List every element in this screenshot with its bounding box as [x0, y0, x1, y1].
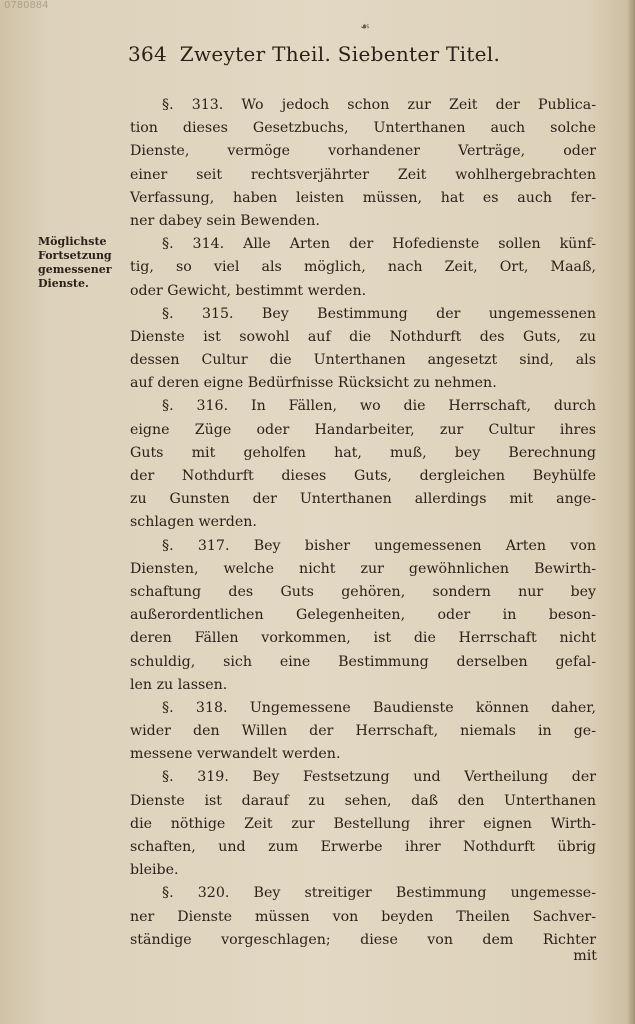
- text-line: schaftung des Guts gehören, sondern nur bey: [130, 583, 596, 600]
- text-line: eigne Züge oder Handarbeiter, zur Cultur ihres: [130, 421, 596, 438]
- text-line: messene verwandelt werden.: [130, 746, 341, 763]
- catchword: mit: [573, 948, 597, 964]
- running-head: [128, 42, 598, 66]
- text-line: auf deren eigne Bedürfnisse Rücksicht zu nehmen.: [130, 375, 497, 392]
- paragraph-start-line: §. 314. Alle Arten der Hofedienste sollen künf-: [162, 236, 596, 253]
- paragraph-start-line: §. 317. Bey bisher ungemessenen Arten von: [162, 537, 596, 554]
- paragraph-start-line: §. 315. Bey Bestimmung der ungemessenen: [162, 305, 596, 322]
- text-line: die nöthige Zeit zur Bestellung ihrer eignen Wirth-: [130, 815, 596, 832]
- running-title: Zweyter Theil. Siebenter Titel.: [179, 42, 501, 66]
- text-line: ner Dienste müssen von beyden Theilen Sachver-: [130, 908, 596, 925]
- page-number: 364: [128, 42, 168, 66]
- text-line: bleibe.: [130, 862, 179, 879]
- text-line: Dienste ist sowohl auf die Nothdurft des Guts, zu: [130, 328, 596, 345]
- text-line: Dienste ist darauf zu sehen, daß den Unterthanen: [130, 792, 596, 809]
- margin-note-line: gemessener: [38, 263, 112, 276]
- text-line: außerordentlichen Gelegenheiten, oder in beson-: [130, 607, 596, 624]
- body-text: [130, 94, 596, 952]
- margin-note-line: Fortsetzung: [38, 249, 112, 262]
- library-stamp: 0780884: [4, 0, 49, 11]
- text-line: oder Gewicht, bestimmt werden.: [130, 282, 367, 299]
- margin-note: [38, 235, 122, 291]
- text-line: ständige vorgeschlagen; diese von dem Richter: [130, 931, 596, 948]
- text-line: deren Fällen vorkommen, ist die Herrschaft nicht: [130, 630, 596, 647]
- margin-note-line: Möglichste: [38, 235, 107, 248]
- text-line: schlagen werden.: [130, 514, 257, 531]
- text-line: Diensten, welche nicht zur gewöhnlichen Bewirth-: [130, 560, 596, 577]
- text-line: schuldig, sich eine Bestimmung derselben gefal-: [130, 653, 596, 670]
- paragraph-start-line: §. 313. Wo jedoch schon zur Zeit der Publica-: [162, 97, 596, 113]
- text-line: tion dieses Gesetzbuchs, Unterthanen auch solche: [130, 120, 596, 137]
- text-line: der Nothdurft dieses Guts, dergleichen Beyhülfe: [130, 468, 596, 484]
- text-line: Guts mit geholfen hat, muß, bey Berechnung: [130, 444, 596, 461]
- margin-note-line: Dienste.: [38, 277, 89, 290]
- text-line: wider den Willen der Herrschaft, niemals in ge-: [130, 723, 596, 740]
- text-line: dessen Cultur die Unterthanen angesetzt sind, als: [130, 352, 596, 369]
- text-line: Verfassung, haben leisten müssen, hat es auch fer-: [130, 189, 596, 206]
- ornament-mark-icon: ☙: [360, 20, 370, 33]
- text-line: schaften, und zum Erwerbe ihrer Nothdurft übrig: [130, 839, 596, 855]
- text-line: Dienste, vermöge vorhandener Verträge, oder: [130, 143, 596, 160]
- paragraph-start-line: §. 318. Ungemessene Baudienste können daher,: [162, 699, 596, 716]
- text-line: len zu lassen.: [130, 676, 228, 693]
- paragraph-start-line: §. 319. Bey Festsetzung und Vertheilung der: [162, 769, 596, 786]
- text-line: einer seit rechtsverjährter Zeit wohlhergebrachten: [130, 166, 596, 183]
- text-line: tig, so viel als möglich, nach Zeit, Ort, Maaß,: [130, 259, 596, 276]
- text-line: ner dabey sein Bewenden.: [130, 212, 320, 229]
- paragraph-start-line: §. 320. Bey streitiger Bestimmung ungemesse-: [162, 885, 596, 902]
- paragraph-start-line: §. 316. In Fällen, wo die Herrschaft, durch: [162, 398, 596, 415]
- text-line: zu Gunsten der Unterthanen allerdings mit ange-: [130, 491, 596, 508]
